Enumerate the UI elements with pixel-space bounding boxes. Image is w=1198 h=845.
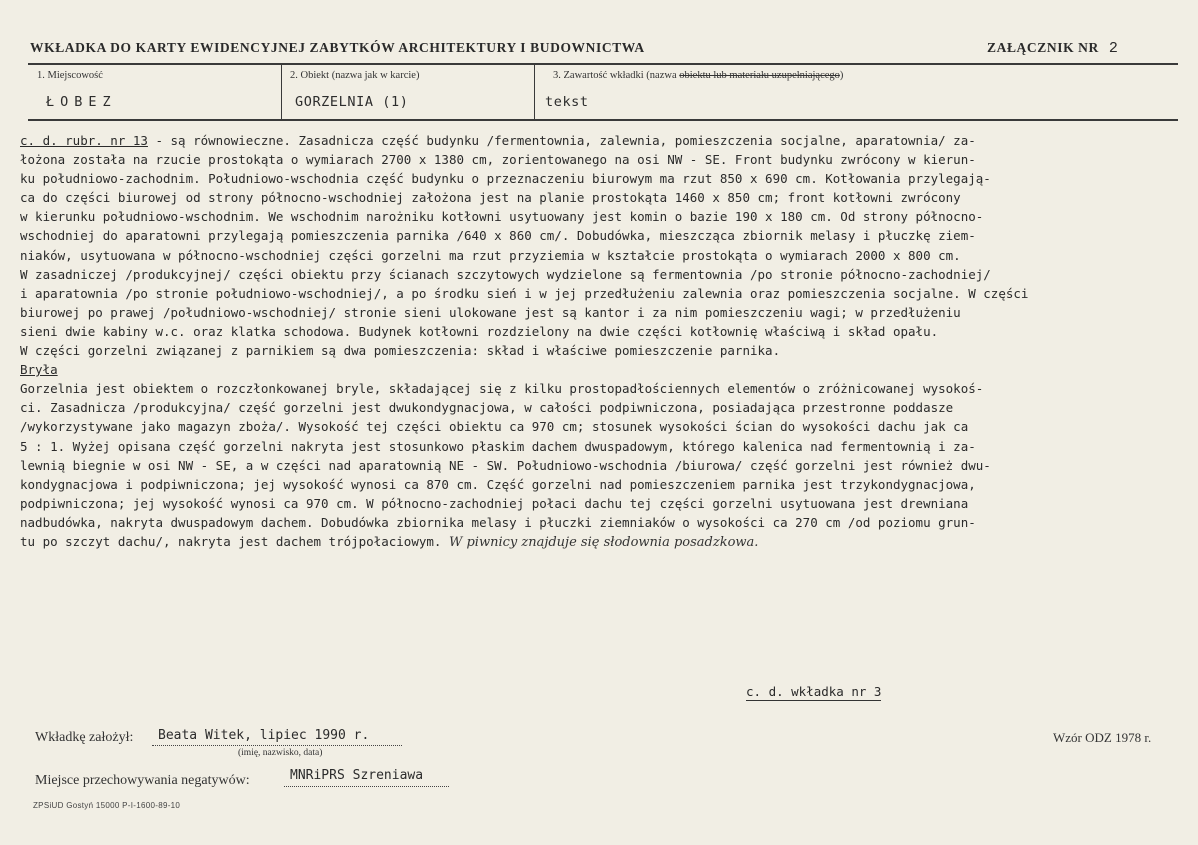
storage-label: Miejsce przechowywania negatywów: — [35, 773, 250, 788]
body-line — [20, 131, 1180, 150]
description-body — [20, 131, 1180, 551]
body-line: ca do części biurowej od strony północno-wschodniej założona jest na planie prostokąta 1460 x 850 cm; front kotłowni zwrócony — [20, 190, 961, 206]
body-line: kondygnacjowa i podpiwniczona; jej wysokość wynosi ca 870 cm. Część gorzelni nad pomieszczeniem parnika jest trzykondygnacjowa, — [20, 476, 976, 492]
body-line: i aparatownia /po stronie południowo-wschodniej/, a po środku sień i w jej przedłużeniu zalewnia oraz pomieszczenia socjalne. W części — [20, 285, 1029, 301]
field-box-bottom-rule — [28, 119, 1178, 121]
storage-dotted-line — [284, 786, 449, 787]
body-line: w kierunku południowo-wschodnim. We wschodnim narożniku kotłowni usytuowany jest komin o bazie 190 x 180 cm. Od strony północno- — [20, 209, 984, 225]
body-line: wschodniej do aparatowni przylegają pomieszczenia parnika /640 x 860 cm/. Dobudówka, mieszcząca zbiornik melasy i płuczkę ziem- — [20, 228, 976, 244]
body-line: niaków, usytuowana w północno-wschodniej części gorzelni ma rzut przyziemia w kształcie prostokąta o wymiarach 2000 x 800 cm. — [20, 247, 961, 263]
body-line: biurowej po prawej /południowo-wschodniej/ stronie sieni ulokowane jest są kantor i za nim pomieszczeniu wagi; w przedłużeniu — [20, 304, 961, 320]
body-line: /wykorzystywane jako magazyn zboża/. Wysokość tej części obiektu ca 970 cm; stosunek wysokości ścian do wysokości dachu jak ca — [20, 419, 969, 435]
field-divider-1 — [281, 64, 282, 119]
founded-caption: (imię, nazwisko, data) — [238, 748, 323, 758]
attachment-number-value: 2 — [1108, 40, 1119, 57]
body-line: łożona została na rzucie prostokąta o wymiarach 2700 x 1380 cm, zorientowanego na osi NW - SE. Front budynku zwrócony w kierun- — [20, 152, 976, 168]
storage-value: MNRiPRS Szreniawa — [290, 768, 424, 783]
body-line: Gorzelnia jest obiektem o rozczłonkowanej bryle, składającej się z kilku prostopadłościennych elementów o zróżnicowanej wysokoś- — [20, 381, 984, 397]
founded-value: Beata Witek, lipiec 1990 r. — [158, 728, 370, 743]
body-line: lewnią biegnie w osi NW - SE, a w części nad aparatownią NE - SW. Południowo-wschodnia /biurowa/ część gorzelni jest również dwu- — [20, 457, 991, 473]
locality-value: ŁOBEZ — [46, 94, 117, 110]
content-label-suffix: ) — [839, 70, 844, 81]
body-line: podpiwniczona; jej wysokość wynosi ca 970 cm. W północno-zachodniej połaci dachu tej części gorzelni usytuowana jest drewniana — [20, 495, 969, 511]
continuation-ref: c. d. rubr. nr 13 — [20, 133, 148, 148]
content-label-prefix: 3. Zawartość wkładki (nazwa — [553, 70, 677, 81]
continued-on-insert: c. d. wkładka nr 3 — [746, 684, 882, 699]
handwritten-note: W piwnicy znajduje się słodownia posadzkowa. — [448, 534, 759, 550]
field-box-top-rule — [28, 63, 1178, 65]
printer-imprint: ZPSiUD Gostyń 15000 P-I-1600-89-10 — [33, 801, 181, 810]
content-label — [553, 70, 843, 81]
content-value: tekst — [545, 94, 589, 110]
form-template-version: Wzór ODZ 1978 r. — [1053, 730, 1152, 745]
body-line: sieni dwie kabiny w.c. oraz klatka schodowa. Budynek kotłowni rozdzielony na dwie części kotłownię właściwą i skład opału. — [20, 323, 939, 339]
object-value: GORZELNIA (1) — [295, 94, 409, 110]
form-title: WKŁADKA DO KARTY EWIDENCYJNEJ ZABYTKÓW ARCHITEKTURY I BUDOWNICTWA — [30, 40, 645, 55]
body-line — [20, 532, 1180, 551]
content-label-struck: obiektu lub materiału uzupełniającego — [679, 70, 840, 81]
body-line: nadbudówka, nakryta dwuspadowym dachem. Dobudówka zbiornika melasy i płuczki ziemniaków o wysokości ca 270 cm /od poziomu grun- — [20, 514, 976, 530]
field-divider-2 — [534, 64, 535, 119]
body-line: ci. Zasadnicza /produkcyjna/ część gorzelni jest dwukondygnacjowa, w całości podpiwniczona, posiadająca przestronne poddasze — [20, 400, 954, 416]
body-line: ku południowo-zachodnim. Południowo-wschodnia część budynku o przeznaczeniu biurowym ma rzut 850 x 690 cm. Kotłowania przylegają- — [20, 171, 991, 187]
object-label: 2. Obiekt (nazwa jak w karcie) — [290, 70, 420, 81]
body-line-text: - są równowieczne. Zasadnicza część budynku /fermentownia, zalewnia, pomieszczenia socjalne, aparatownia/ za- — [147, 133, 976, 148]
body-line-text: tu po szczyt dachu/, nakryta jest dachem trójpołaciowym. — [20, 533, 442, 549]
body-line: 5 : 1. Wyżej opisana część gorzelni nakryta jest stosunkowo płaskim dachem dwuspadowym, którego kalenica nad fermentownią i za- — [20, 438, 976, 454]
body-line: W zasadniczej /produkcyjnej/ części obiektu przy ścianach szczytowych wydzielone są fermentownia /po stronie północno-zachodniej/ — [20, 266, 991, 282]
body-line: W części gorzelni związanej z parnikiem są dwa pomieszczenia: skład i właściwe pomieszczenie parnika. — [20, 343, 781, 359]
founded-dotted-line — [152, 745, 402, 746]
locality-label: 1. Miejscowość — [37, 70, 103, 81]
founded-label: Wkładkę założył: — [35, 730, 134, 745]
section-heading-bryla: Bryła — [20, 362, 58, 378]
attachment-label: ZAŁĄCZNIK NR — [987, 40, 1099, 55]
attachment-number — [987, 40, 1118, 57]
